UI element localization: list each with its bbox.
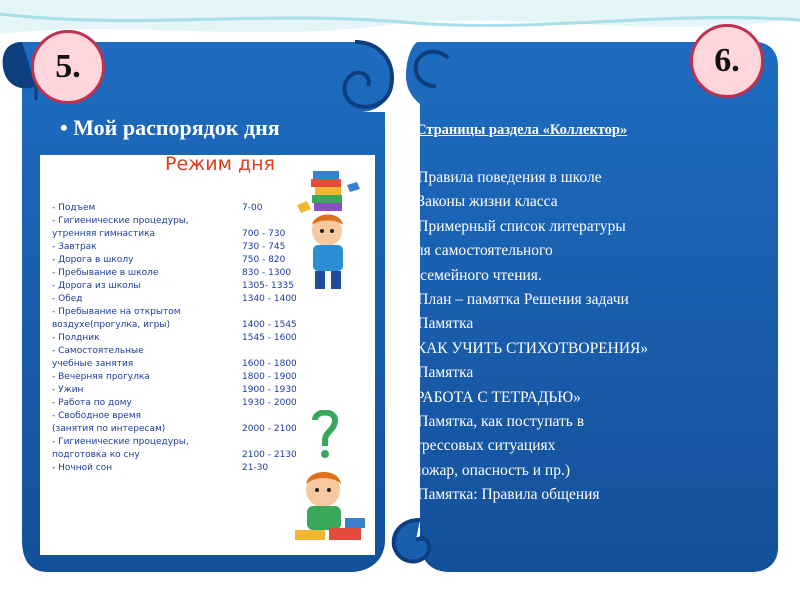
activity-time: 700 - 730 bbox=[242, 229, 286, 239]
schedule-row bbox=[52, 358, 372, 371]
schedule-row bbox=[52, 280, 372, 293]
activity-label: - Дорога в школу bbox=[52, 255, 134, 265]
schedule-row bbox=[52, 410, 372, 423]
activity-label: - Гигиенические процедуры, bbox=[52, 437, 189, 447]
activity-label: - Полдник bbox=[52, 333, 100, 343]
activity-time: 2100 - 2130 bbox=[242, 450, 297, 460]
schedule-row bbox=[52, 215, 372, 228]
activity-label: - Пребывание в школе bbox=[52, 268, 159, 278]
activity-label: - Вечерняя прогулка bbox=[52, 372, 150, 382]
activity-label: подготовка ко сну bbox=[52, 450, 140, 460]
daily-schedule-card bbox=[40, 155, 375, 555]
activity-time: 1305- 1335 bbox=[242, 281, 294, 291]
schedule-row bbox=[52, 384, 372, 397]
activity-label: (занятия по интересам) bbox=[52, 424, 166, 434]
activity-label: утренняя гимнастика bbox=[52, 229, 156, 239]
activity-label: воздухе(прогулка, игры) bbox=[52, 320, 171, 330]
activity-label: - Завтрак bbox=[52, 242, 97, 252]
schedule-row bbox=[52, 202, 372, 215]
schedule-row bbox=[52, 345, 372, 358]
left-heading bbox=[60, 115, 280, 141]
section-number-badge-6: 6. bbox=[690, 24, 764, 98]
list-item: и семейного чтения. bbox=[408, 266, 542, 284]
schedule-title: Режим дня bbox=[165, 155, 275, 175]
activity-time: 7-00 bbox=[242, 203, 263, 213]
schedule-row bbox=[52, 267, 372, 280]
list-item: (пожар, опасность и пр.) bbox=[408, 461, 570, 479]
list-item: • Законы жизни класса bbox=[408, 193, 558, 211]
section-number-badge-5: 5. bbox=[31, 30, 105, 104]
list-item: «РАБОТА С ТЕТРАДЬЮ» bbox=[408, 388, 581, 406]
schedule-row bbox=[52, 241, 372, 254]
schedule-row bbox=[52, 293, 372, 306]
activity-label: - Ночной сон bbox=[52, 463, 113, 473]
activity-label: - Работа по дому bbox=[52, 398, 132, 408]
list-item: для самостоятельного bbox=[408, 242, 553, 260]
activity-label: - Пребывание на открытом bbox=[52, 307, 181, 317]
activity-label: - Самостоятельные bbox=[52, 346, 144, 356]
schedule-row bbox=[52, 436, 372, 449]
activity-label: - Гигиенические процедуры, bbox=[52, 216, 189, 226]
activity-time: 750 - 820 bbox=[242, 255, 286, 265]
list-item: • Памятка bbox=[408, 364, 474, 382]
list-item: • План – памятка Решения задачи bbox=[408, 290, 629, 308]
schedule-row bbox=[52, 319, 372, 332]
activity-time: 1340 - 1400 bbox=[242, 294, 297, 304]
list-item: • Памятка: Правила общения bbox=[408, 486, 600, 504]
schedule-row bbox=[52, 254, 372, 267]
list-item: «КАК УЧИТЬ СТИХОТВОРЕНИЯ» bbox=[408, 339, 649, 357]
schedule-row bbox=[52, 397, 372, 410]
list-item: • Памятка, как поступать в bbox=[408, 412, 585, 430]
activity-label: - Подъем bbox=[52, 203, 96, 213]
schedule-row bbox=[52, 371, 372, 384]
activity-time: 730 - 745 bbox=[242, 242, 286, 252]
activity-label: - Свободное время bbox=[52, 411, 142, 421]
activity-time: 1600 - 1800 bbox=[242, 359, 297, 369]
activity-label: - Дорога из школы bbox=[52, 281, 141, 291]
activity-time: 1400 - 1545 bbox=[242, 320, 297, 330]
list-item: стрессовых ситуациях bbox=[408, 437, 556, 455]
left-heading-text: Мой распорядок дня bbox=[73, 115, 280, 140]
activity-time: 1900 - 1930 bbox=[242, 385, 297, 395]
schedule-row bbox=[52, 462, 372, 475]
bullet-icon: • bbox=[60, 115, 74, 140]
collector-section-title: Страницы раздела «Коллектор» bbox=[416, 122, 628, 138]
activity-time: 1930 - 2000 bbox=[242, 398, 297, 408]
activity-time: 2000 - 2100 bbox=[242, 424, 297, 434]
activity-time: 830 - 1300 bbox=[242, 268, 292, 278]
activity-label: - Обед bbox=[52, 294, 83, 304]
schedule-row bbox=[52, 306, 372, 319]
activity-time: 21-30 bbox=[242, 463, 269, 473]
collector-pages-list bbox=[408, 166, 763, 507]
list-item: • Правила поведения в школе bbox=[408, 169, 602, 186]
activity-time: 1545 - 1600 bbox=[242, 333, 297, 343]
schedule-row bbox=[52, 228, 372, 241]
list-item: • Примерный список литературы bbox=[408, 217, 626, 235]
activity-label: - Ужин bbox=[52, 385, 84, 395]
schedule-row bbox=[52, 449, 372, 462]
schedule-row bbox=[52, 332, 372, 345]
activity-label: учебные занятия bbox=[52, 359, 134, 369]
schedule-row bbox=[52, 423, 372, 436]
list-item: • Памятка bbox=[408, 315, 474, 333]
schedule-list bbox=[52, 202, 372, 475]
activity-time: 1800 - 1900 bbox=[242, 372, 297, 382]
